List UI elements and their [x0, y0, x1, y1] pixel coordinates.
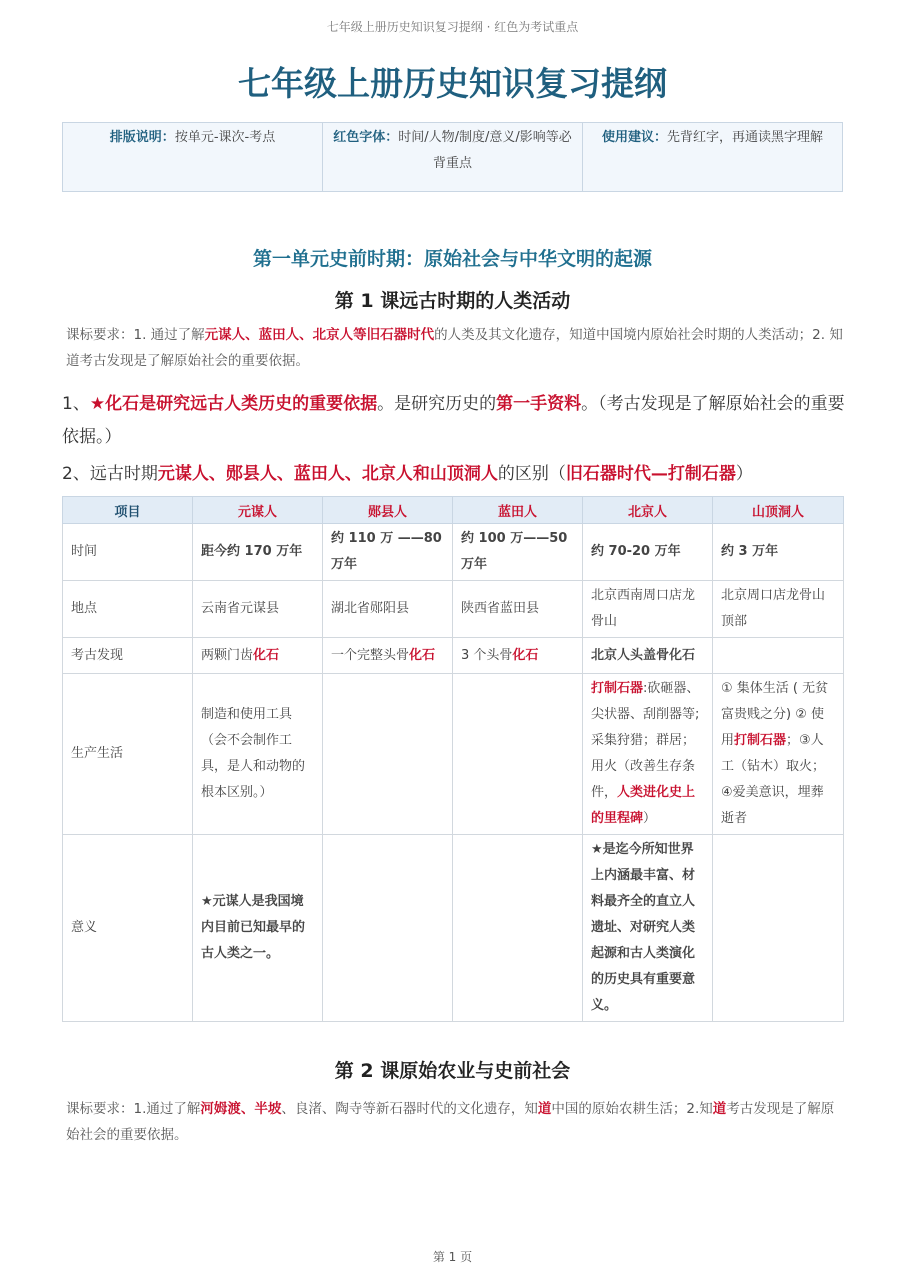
- cell-text: 两颗门齿: [201, 647, 254, 663]
- table-header-row: [63, 497, 844, 524]
- key-point-1: [62, 388, 847, 454]
- lesson-2-title: 第 2 课原始农业与史前社会: [334, 1060, 571, 1082]
- table-row-meaning: [63, 835, 844, 1022]
- info-cell-red-font: [323, 123, 583, 192]
- table-cell: 北京人头盖骨化石: [583, 638, 713, 674]
- req-text: 课标要求：1.通过了解: [66, 1101, 201, 1117]
- table-row-discovery: [63, 638, 844, 674]
- cell-highlight: 打制石器: [591, 681, 644, 696]
- req-highlight: 道: [537, 1101, 552, 1117]
- point-text: 。是研究历史的: [377, 394, 497, 414]
- req-text: 课标要求：1. 通过了解: [66, 327, 205, 343]
- table-cell: [713, 835, 844, 1022]
- table-cell: 陕西省蓝田县: [453, 581, 583, 638]
- page-number: 第 1 页: [432, 1250, 473, 1264]
- page-header: 七年级上册历史知识复习提纲 · 红色为考试重点: [326, 20, 579, 34]
- table-cell: 北京周口店龙骨山顶部: [713, 581, 844, 638]
- column-header: 郧县人: [323, 497, 453, 524]
- table-cell: [323, 674, 453, 835]
- cell-text: ① 集体生活 ( 无贫富贵贱之分) ② 使用: [721, 681, 829, 748]
- table-cell: [583, 674, 713, 835]
- table-cell: 湖北省郧阳县: [323, 581, 453, 638]
- table-cell: [323, 638, 453, 674]
- cell-highlight: 化石: [253, 647, 280, 663]
- column-header: 项目: [63, 497, 193, 524]
- column-header: 北京人: [583, 497, 713, 524]
- req-highlight: 河姆渡、半坡: [200, 1101, 282, 1117]
- table-cell: 北京西南周口店龙骨山: [583, 581, 713, 638]
- req-highlight: 道: [712, 1101, 727, 1117]
- row-label: 考古发现: [63, 638, 193, 674]
- req-text: 中国的原始农耕生活；2.知: [551, 1101, 713, 1117]
- info-cell-usage: [583, 123, 843, 192]
- info-key: 红色字体：: [333, 130, 399, 145]
- table-cell: [713, 674, 844, 835]
- lesson-1-requirements: [66, 322, 844, 374]
- unit-title: 第一单元史前时期：原始社会与中华文明的起源: [252, 248, 652, 270]
- table-row-life: [63, 674, 844, 835]
- table-cell: 约 70-20 万年: [583, 524, 713, 581]
- row-label: 地点: [63, 581, 193, 638]
- point-text: 2、远古时期: [62, 464, 158, 484]
- table-cell: 约 3 万年: [713, 524, 844, 581]
- table-cell: 云南省元谋县: [193, 581, 323, 638]
- cell-highlight: 打制石器: [734, 733, 787, 748]
- point-highlight: 第一手资料: [496, 394, 582, 414]
- cell-text: ）: [643, 811, 657, 826]
- point-number: 1、: [62, 394, 90, 414]
- row-label: 意义: [63, 835, 193, 1022]
- row-label: 时间: [63, 524, 193, 581]
- table-cell: ★是迄今所知世界上内涵最丰富、材料最齐全的直立人遗址、对研究人类起源和古人类演化的历史具有重要意义。: [583, 835, 713, 1022]
- ancient-humans-table: [62, 496, 844, 1022]
- req-text: 的人类及其文化遗存，知道中国境内原始社会时期的人类活动；2. 知道考古发现是了解原始社会的重要依据。: [66, 327, 843, 369]
- info-cell-layout: [63, 123, 323, 192]
- info-key: 使用建议：: [601, 130, 667, 145]
- table-cell: [713, 638, 844, 674]
- point-text: ）: [735, 464, 753, 484]
- info-key: 排版说明：: [109, 130, 175, 145]
- lesson-1-title: 第 1 课远古时期的人类活动: [334, 290, 571, 312]
- table-cell: 距今约 170 万年: [193, 524, 323, 581]
- column-header: 山顶洞人: [713, 497, 844, 524]
- cell-text: 3 个头骨: [461, 647, 513, 663]
- column-header: 蓝田人: [453, 497, 583, 524]
- table-cell: 约 110 万 ——80 万年: [323, 524, 453, 581]
- info-value: 时间/人物/制度/意义/影响等必背重点: [398, 130, 572, 171]
- point-highlight: 旧石器时代—打制石器: [565, 464, 736, 484]
- point-highlight: ★化石是研究远古人类历史的重要依据: [89, 394, 378, 414]
- table-cell: [453, 835, 583, 1022]
- cell-highlight: 化石: [512, 647, 539, 663]
- info-box: [62, 122, 843, 192]
- table-cell: 制造和使用工具（会不会制作工具，是人和动物的根本区别。）: [193, 674, 323, 835]
- table-cell: [453, 674, 583, 835]
- table-cell: [193, 638, 323, 674]
- req-highlight: 元谋人、蓝田人、北京人等旧石器时代: [204, 327, 435, 343]
- key-point-2: [62, 458, 847, 491]
- info-value: 按单元-课次-考点: [174, 130, 276, 145]
- point-highlight: 元谋人、郧县人、蓝田人、北京人和山顶洞人: [157, 464, 498, 484]
- column-header: 元谋人: [193, 497, 323, 524]
- point-text: 。（考古发现是了解原始社会的重要依据。）: [62, 394, 845, 447]
- page-title: 七年级上册历史知识复习提纲: [238, 64, 667, 103]
- table-cell: 约 100 万——50 万年: [453, 524, 583, 581]
- table-cell: ★元谋人是我国境内目前已知最早的古人类之一。: [193, 835, 323, 1022]
- lesson-2-requirements: [66, 1096, 844, 1148]
- row-label: 生产生活: [63, 674, 193, 835]
- cell-text: ；③人工（钻木）取火；④爱美意识，埋葬逝者: [721, 733, 826, 826]
- info-value: 先背红字，再通读黑字理解: [667, 130, 824, 145]
- cell-highlight: 化石: [409, 647, 436, 663]
- cell-highlight: 人类进化史上的里程碑: [591, 785, 696, 826]
- table-cell: [453, 638, 583, 674]
- table-row-time: [63, 524, 844, 581]
- point-text: 的区别（: [497, 464, 566, 484]
- cell-text: :砍砸器、尖状器、刮削器等;采集狩猎；群居；用火（改善生存条件，: [591, 681, 700, 800]
- req-text: 考古发现是了解原始社会的重要依据。: [66, 1101, 835, 1143]
- req-text: 、良渚、陶寺等新石器时代的文化遗存，知: [281, 1101, 538, 1117]
- table-row-place: [63, 581, 844, 638]
- table-cell: [323, 835, 453, 1022]
- cell-text: 一个完整头骨: [331, 647, 410, 663]
